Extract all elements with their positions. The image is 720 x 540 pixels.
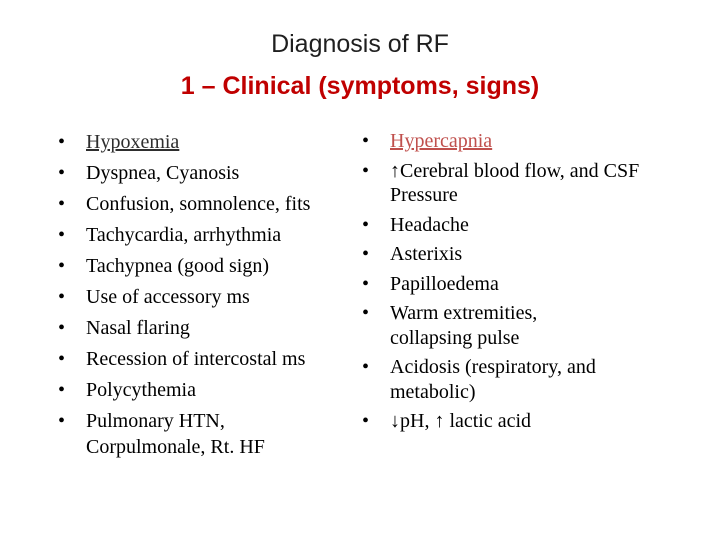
bullet: •: [362, 159, 370, 182]
bullet: •: [58, 317, 66, 339]
item-text: Recession of intercostal ms: [86, 348, 306, 370]
bullet: •: [58, 348, 66, 370]
list-item: [58, 408, 296, 460]
hypercapnia-list: [362, 129, 682, 439]
item-text: Tachycardia, arrhythmia: [86, 224, 282, 246]
list-item: [362, 272, 682, 297]
list-item: [58, 315, 368, 341]
item-text: Nasal flaring: [86, 317, 190, 339]
hypoxemia-list: [58, 129, 368, 465]
list-item: [362, 213, 682, 238]
bullet: •: [58, 379, 66, 401]
item-text: Headache: [390, 213, 469, 236]
bullet: •: [58, 286, 66, 308]
bullet: •: [362, 130, 370, 152]
list-item: [58, 346, 368, 372]
item-text: ↓pH, ↑ lactic acid: [390, 410, 532, 432]
bullet: •: [362, 410, 370, 432]
item-text: Confusion, somnolence, fits: [86, 193, 311, 215]
item-text: Papilloedema: [390, 272, 499, 295]
list-item: [58, 284, 368, 310]
bullet: •: [362, 356, 370, 378]
list-item: [58, 253, 368, 279]
slide-title: Diagnosis of RF: [271, 30, 449, 58]
slide-subtitle: 1 – Clinical (symptoms, signs): [180, 72, 540, 100]
item-text: Pulmonary HTN, Corpulmonale, Rt. HF: [86, 410, 265, 458]
item-text: ↑Cerebral blood flow, and CSF Pressure: [390, 159, 640, 206]
item-text: Polycythemia: [86, 379, 196, 401]
list-item: [58, 191, 368, 217]
bullet: •: [58, 131, 66, 153]
list-item: [58, 377, 368, 403]
item-text: Tachypnea (good sign): [86, 255, 269, 277]
bullet: •: [58, 162, 66, 184]
bullet: •: [362, 302, 370, 324]
bullet: •: [362, 243, 370, 265]
heading-text: Hypercapnia: [390, 130, 493, 152]
list-heading-hypoxemia: [58, 129, 368, 155]
item-text: Dyspnea, Cyanosis: [86, 162, 240, 184]
bullet: •: [58, 224, 66, 246]
item-text: Asterixis: [390, 243, 463, 265]
list-item: [362, 242, 682, 267]
bullet: •: [58, 410, 66, 432]
item-text: Acidosis (respiratory, and metabolic): [390, 356, 596, 403]
bullet: •: [58, 193, 66, 215]
list-item: [362, 409, 682, 434]
list-heading-hypercapnia: [362, 129, 682, 154]
bullet: •: [362, 272, 370, 295]
bullet: •: [58, 255, 66, 277]
list-item: [58, 222, 368, 248]
item-text: Use of accessory ms: [86, 286, 250, 308]
heading-text: Hypoxemia: [86, 131, 180, 153]
list-item: [362, 159, 652, 208]
list-item: [362, 355, 660, 404]
item-text: Warm extremities, collapsing pulse: [390, 302, 538, 349]
bullet: •: [362, 213, 370, 236]
list-item: [58, 160, 368, 186]
list-item: [362, 301, 590, 350]
